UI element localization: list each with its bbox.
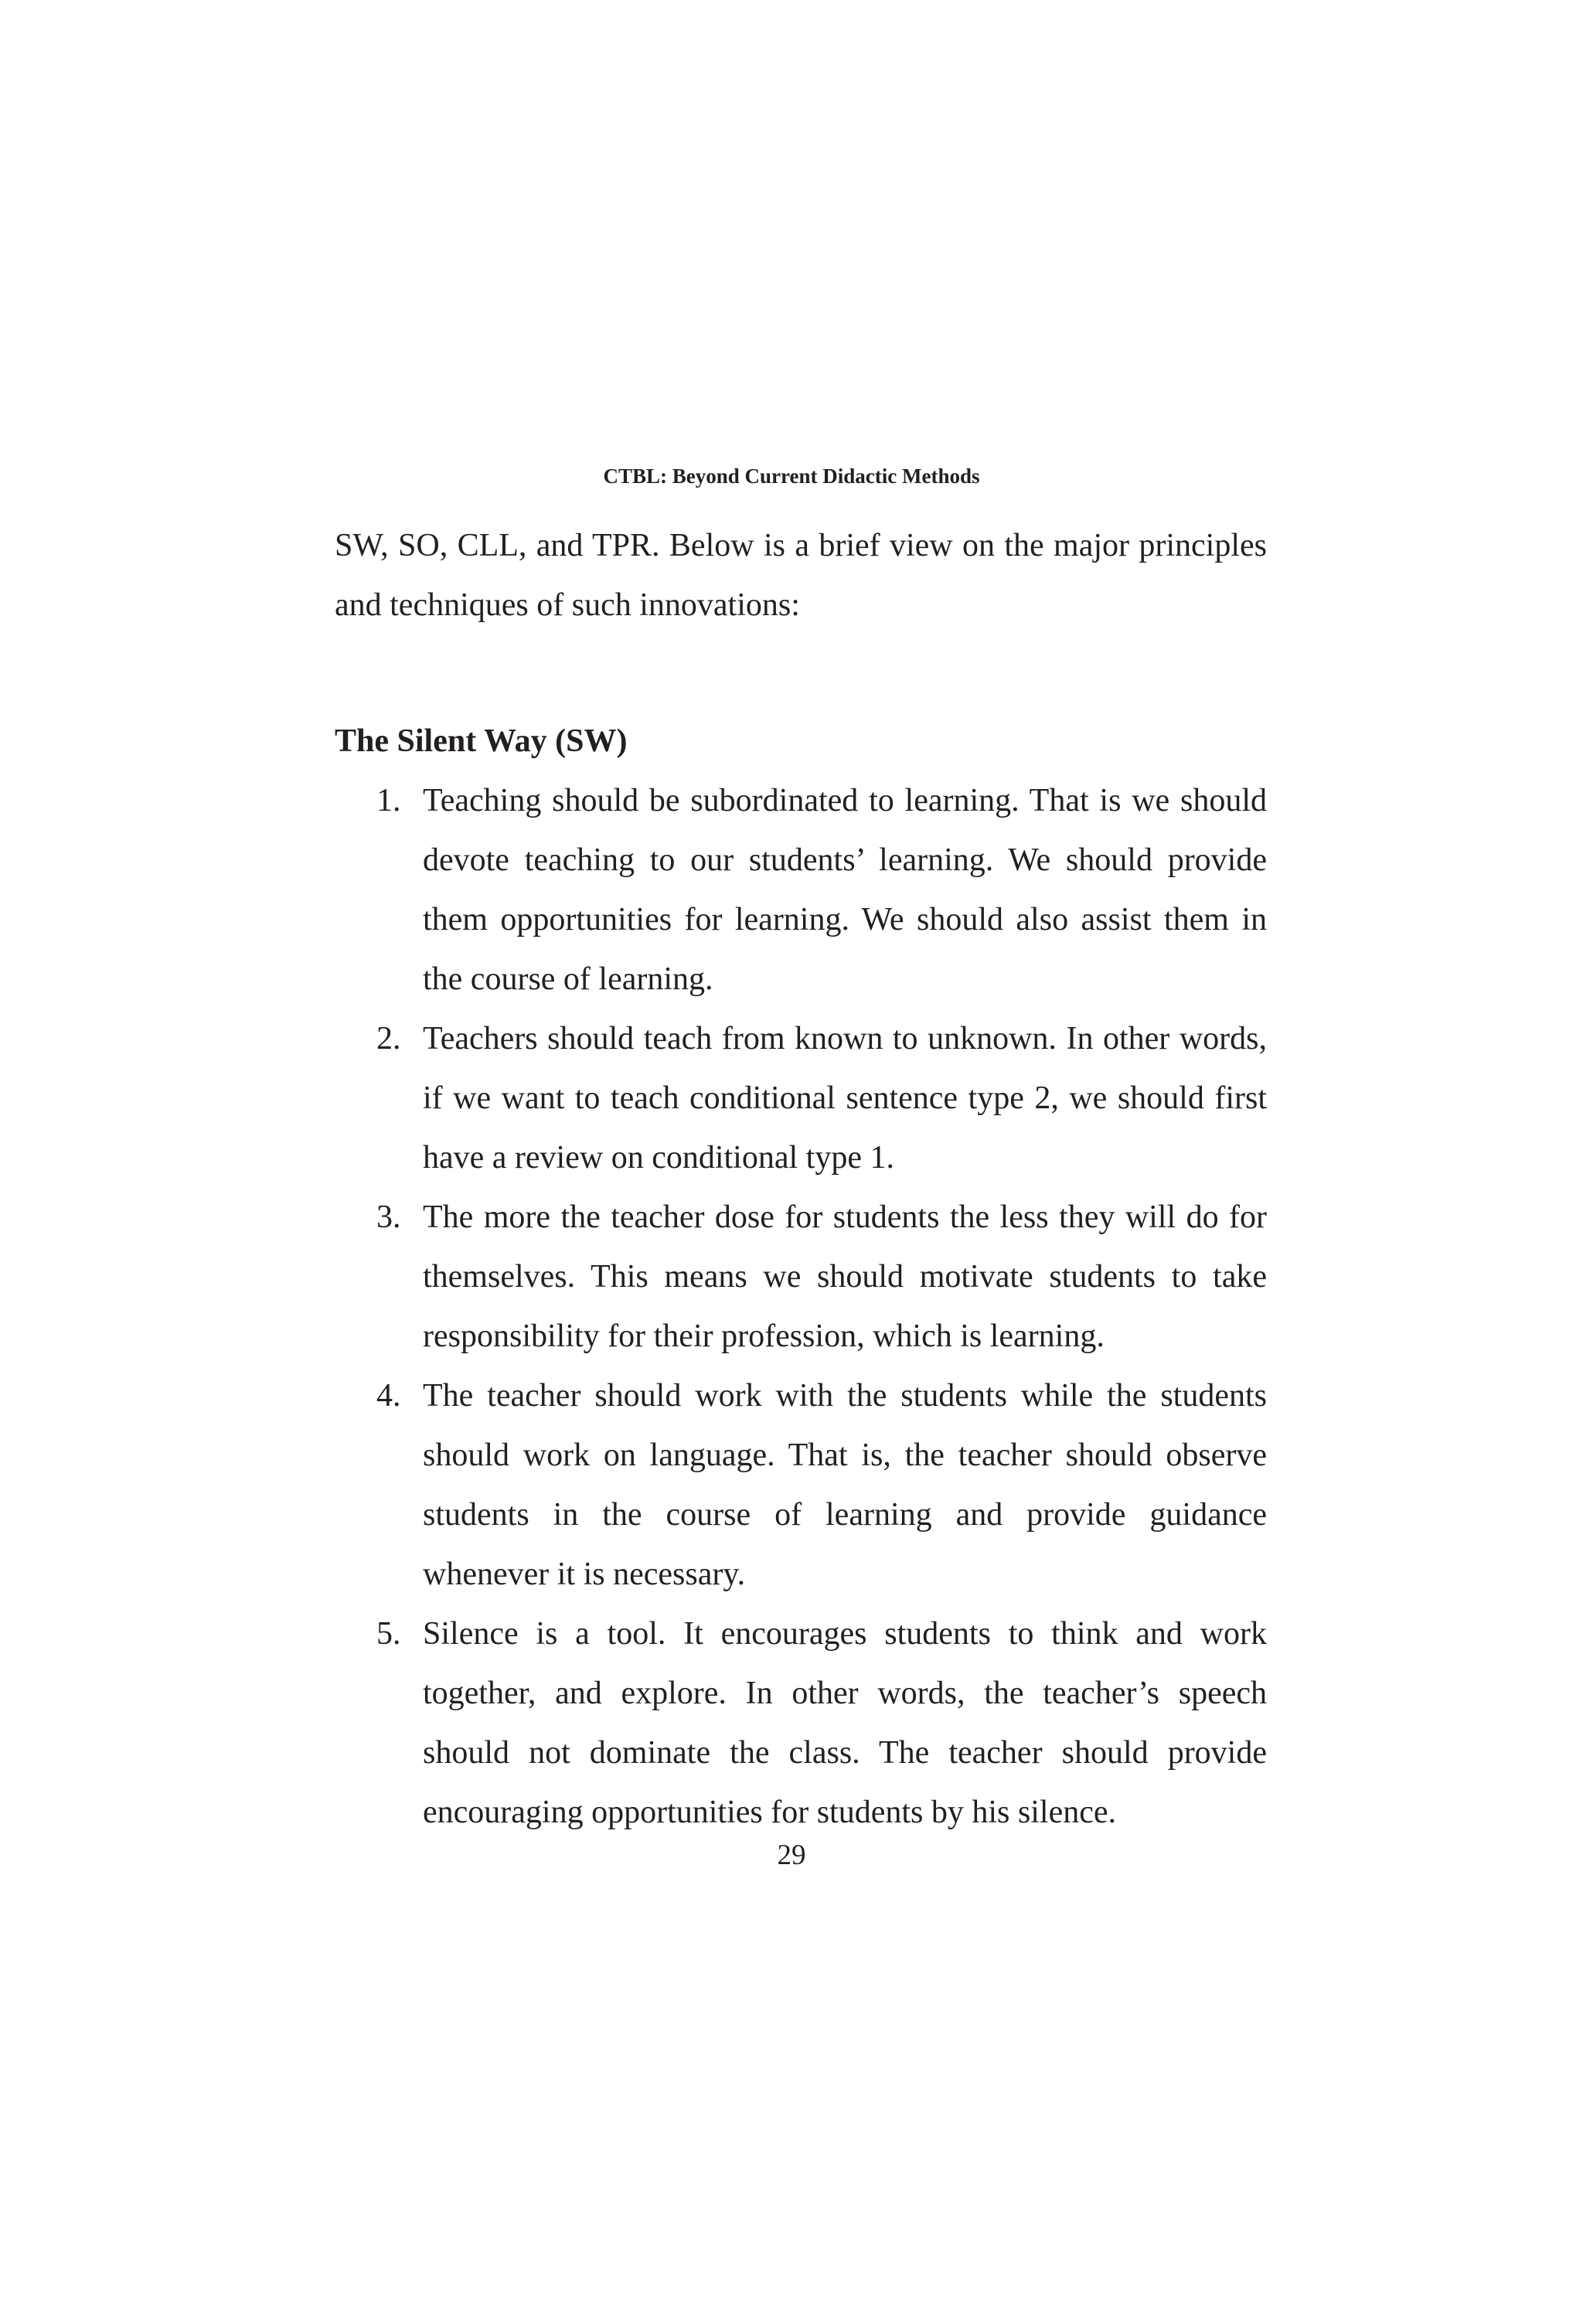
intro-paragraph-block — [335, 516, 1267, 635]
principles-list — [335, 771, 1267, 1843]
running-head: CTBL: Beyond Current Didactic Methods — [603, 464, 980, 488]
list-item-number: 5. — [376, 1616, 401, 1652]
list-item-number: 1. — [376, 783, 401, 818]
list-item-text: The teacher should work with the students while the students should work on language. That is, the teacher should observe students in the course of learning and provide guidance whenever it is necessary. — [423, 1378, 1267, 1592]
list-item-text: Teaching should be subordinated to learning. That is we should devote teaching to our students’ learning. We should provide them opportunities for learning. We should also assist them in the course of learning. — [423, 783, 1267, 997]
list-item-text: The more the teacher dose for students the less they will do for themselves. This means we should motivate students to take responsibility for their profession, which is learning. — [423, 1199, 1267, 1354]
section-heading: The Silent Way (SW) — [335, 723, 628, 759]
intro-paragraph: SW, SO, CLL, and TPR. Below is a brief view on the major principles and techniques of such innovations: — [335, 528, 1267, 623]
list-item — [335, 1604, 1267, 1843]
list-item-number: 4. — [376, 1378, 401, 1414]
list-item — [335, 1009, 1267, 1188]
list-item-number: 2. — [376, 1021, 401, 1057]
list-item — [335, 1188, 1267, 1366]
list-item-text: Teachers should teach from known to unknown. In other words, if we want to teach conditional sentence type 2, we should first have a review on conditional type 1. — [423, 1021, 1267, 1176]
list-item — [335, 771, 1267, 1009]
list-item-text: Silence is a tool. It encourages students to think and work together, and explore. In other words, the teacher’s speech should not dominate the class. The teacher should provide encouraging opportunities for students by his silence. — [423, 1616, 1267, 1830]
list-item-number: 3. — [376, 1199, 401, 1235]
list-item — [335, 1366, 1267, 1604]
page-number: 29 — [777, 1839, 806, 1871]
